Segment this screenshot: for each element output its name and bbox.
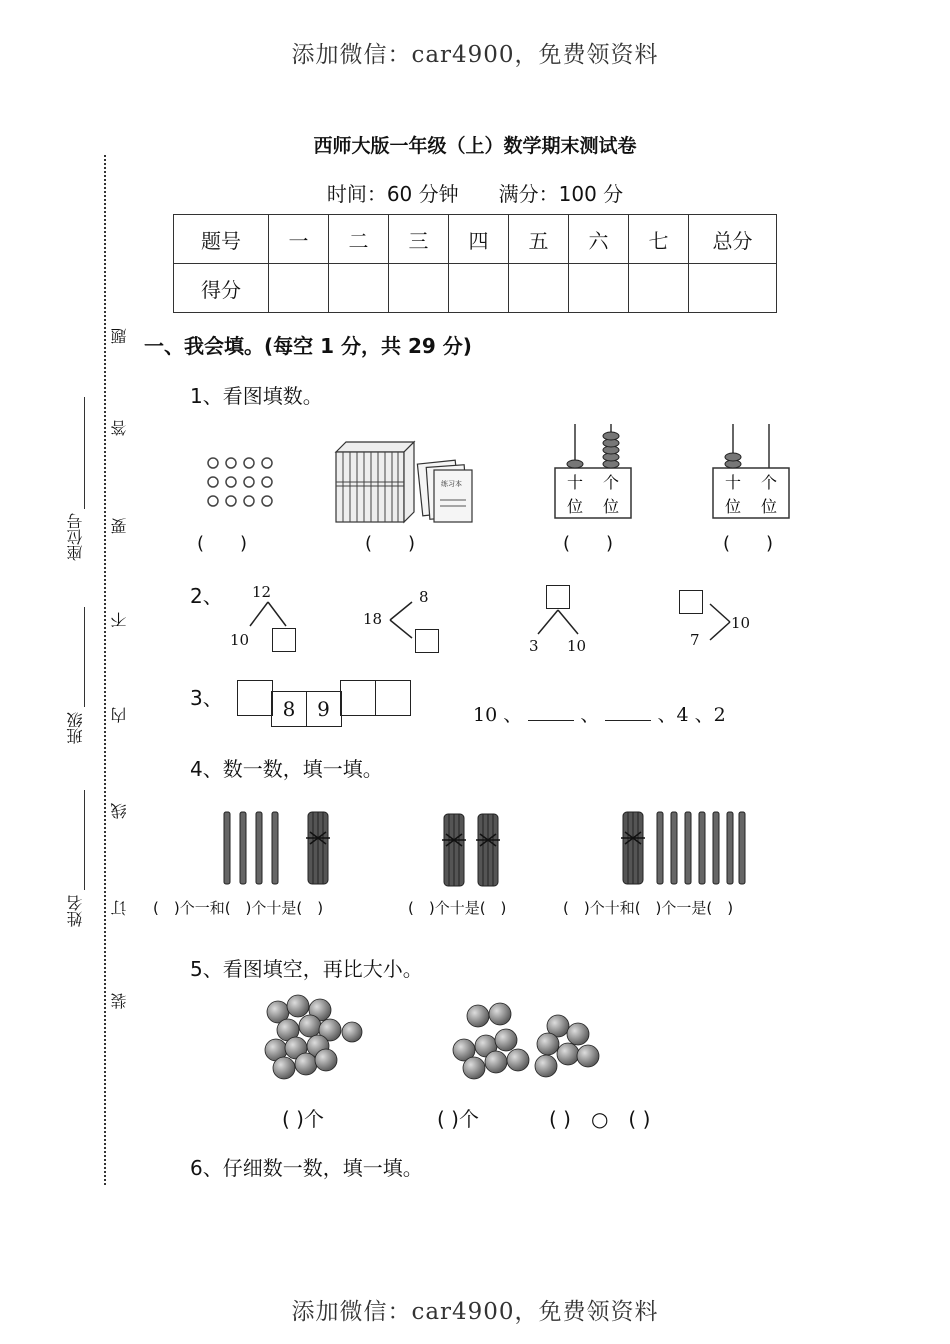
header-cell: 总分 [689,215,777,264]
split-number: 8 [419,588,429,606]
q4-text-2[interactable]: ( )个十是( ) [408,899,507,917]
split-number: 18 [363,610,383,628]
split-number: 10 [731,614,751,632]
header-cell: 七 [629,215,689,264]
apples-left [262,990,366,1086]
score-cell[interactable] [569,264,629,313]
abacus-1 [553,420,633,522]
header-cell: 一 [269,215,329,264]
name-field[interactable] [84,790,85,890]
binding-char: 答 [110,420,129,436]
q3-label: 3、 [190,686,223,710]
binding-char: 装 [110,993,129,1009]
sequence-blank[interactable] [528,720,574,721]
circles-figure [200,452,280,512]
sequence-box[interactable] [237,680,273,716]
q4-text-3[interactable]: ( )个十和( )个一是( ) [563,899,734,917]
sticks-figure-1 [218,808,336,888]
sequence-box: 8 [271,691,307,727]
class-label: 班级 [66,712,85,744]
score-table-score-row [174,264,777,313]
sequence-separator: 、 [657,704,677,726]
split-number: 12 [252,583,272,601]
header-cell: 题号 [174,215,269,264]
sequence-separator: 、 [503,704,523,726]
header-cell: 四 [449,215,509,264]
q2-label: 2、 [190,584,223,608]
score-cell[interactable] [449,264,509,313]
binding-char: 线 [110,803,129,819]
ones-label: 个 [603,473,620,492]
sequence-number: 4 [676,704,689,726]
score-cell[interactable] [329,264,389,313]
answer-box[interactable] [272,628,296,652]
answer-box[interactable] [415,629,439,653]
row-label: 得分 [174,264,269,313]
answer-blank[interactable]: ( ) [723,533,774,554]
sequence-box: 9 [306,691,342,727]
score-cell[interactable] [389,264,449,313]
header-cell: 五 [509,215,569,264]
class-field[interactable] [84,607,85,707]
score-table [173,214,777,313]
q6-label: 6、仔细数一数，填一填。 [190,1156,423,1180]
score-cell[interactable] [509,264,569,313]
score-cell[interactable] [689,264,777,313]
name-label: 姓名 [66,895,85,927]
tens-label: 十 [567,473,584,492]
answer-blank[interactable]: ( ) [197,533,248,554]
q4-text-1[interactable]: ( )个一和( )个十是( ) [153,899,324,917]
split-number: 10 [567,637,587,655]
answer-blank[interactable]: ( ) [563,533,614,554]
notebooks-figure [334,438,476,526]
sticks-figure-2 [440,810,504,890]
sequence-blank[interactable] [605,720,651,721]
tens-label: 十 [725,473,742,492]
binding-char: 要 [110,518,129,534]
seat-field[interactable] [84,397,85,509]
place-label: 位 [567,497,584,516]
q4-label: 4、数一数，填一填。 [190,757,383,781]
split-lines [386,598,416,642]
watermark-bottom: 添加微信：car4900，免费领资料 [291,1299,659,1325]
q5-compare[interactable]: ( ) ○ ( ) [549,1107,651,1131]
q1-label: 1、看图填数。 [190,384,323,408]
sequence-box[interactable] [340,680,376,716]
place-label: 位 [603,497,620,516]
sticks-figure-3 [619,808,751,888]
abacus-2 [711,420,791,522]
split-lines [240,600,300,630]
answer-box[interactable] [679,590,703,614]
section-heading: 一、我会填。(每空 1 分，共 29 分) [144,334,472,358]
binding-char: 不 [110,612,129,628]
split-number: 3 [529,637,539,655]
q5-label: 5、看图填空，再比大小。 [190,957,423,981]
seat-label: 座位号 [66,513,85,561]
sequence-separator: 、 [580,704,600,726]
sequence-separator: 、 [694,704,714,726]
split-number: 7 [690,631,700,649]
place-label: 位 [761,497,778,516]
answer-box[interactable] [546,585,570,609]
split-lines [528,608,588,638]
header-cell: 二 [329,215,389,264]
header-cell: 三 [389,215,449,264]
binding-dotted-line [104,155,120,1185]
watermark-top: 添加微信：car4900，免费领资料 [291,42,659,68]
notebook-label: 练习本 [441,480,462,488]
page-title: 西师大版一年级（上）数学期末测试卷 [313,135,637,157]
place-label: 位 [725,497,742,516]
score-cell[interactable] [629,264,689,313]
q5-left-answer[interactable]: ( )个 [282,1107,324,1131]
exam-info: 时间：60 分钟 满分：100 分 [326,182,624,206]
number-sequence-line [473,700,726,727]
apples-right [448,998,602,1086]
answer-blank[interactable]: ( ) [365,533,416,554]
split-number: 10 [230,631,250,649]
header-cell: 六 [569,215,629,264]
binding-char: 订 [110,900,129,916]
binding-char: 题 [110,328,129,344]
q5-right-answer[interactable]: ( )个 [437,1107,479,1131]
binding-char: 内 [110,707,129,723]
ones-label: 个 [761,473,778,492]
sequence-number: 2 [713,704,726,726]
sequence-number: 10 [473,704,498,726]
score-table-header-row [174,215,777,264]
score-cell[interactable] [269,264,329,313]
number-sequence-boxes [238,680,411,727]
sequence-box[interactable] [375,680,411,716]
